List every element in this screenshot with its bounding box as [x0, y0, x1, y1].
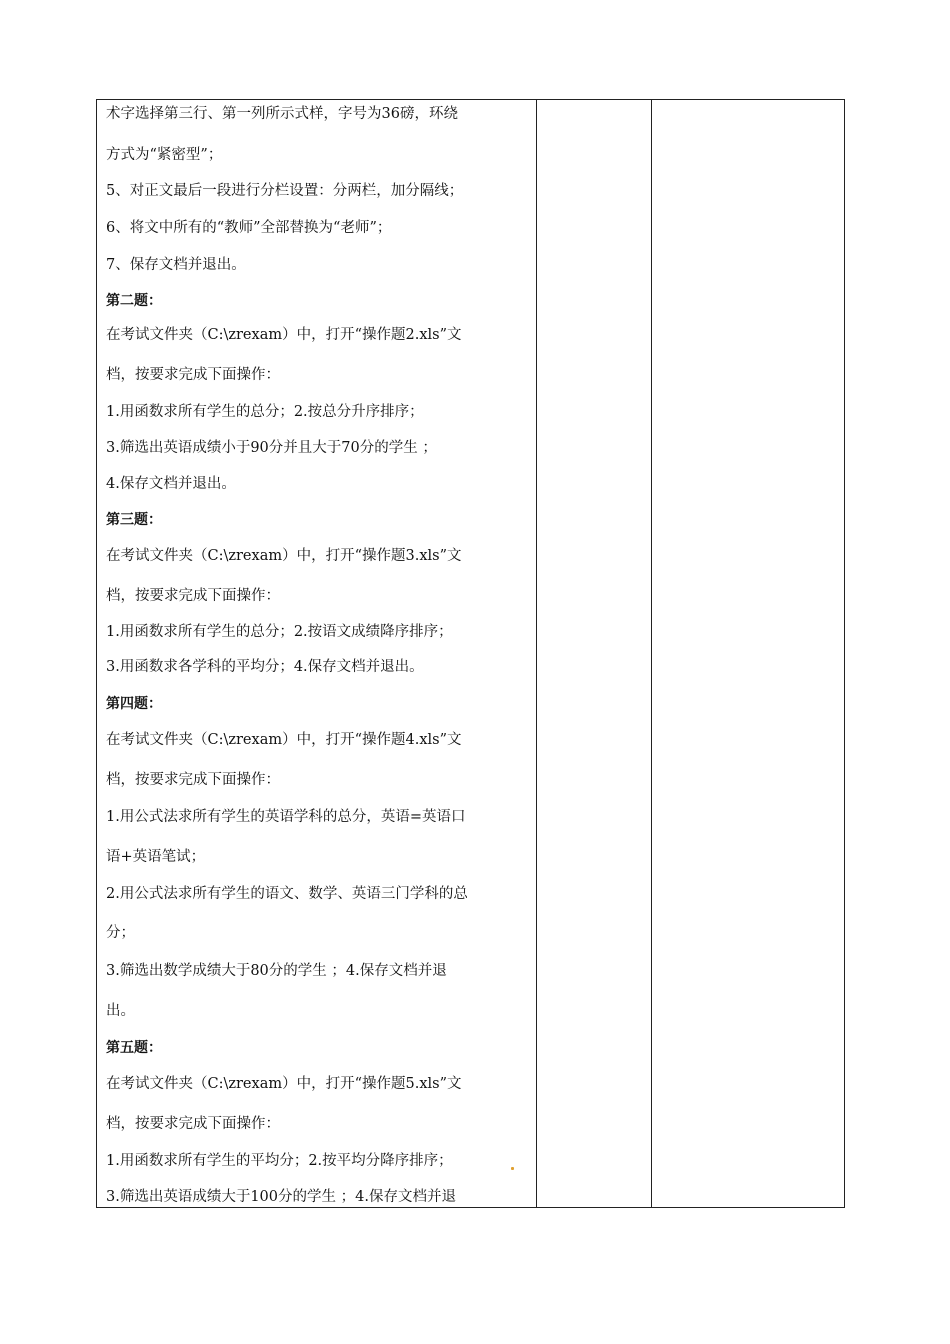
text-line: 语+英语笔试；: [106, 849, 206, 865]
text-line: 方式为“紧密型”；: [106, 147, 223, 163]
text-line: 7、保存文档并退出。: [106, 257, 246, 273]
artifact-dot: [511, 1167, 514, 1170]
text-line: 4.保存文档并退出。: [106, 476, 236, 492]
section-heading: 第三题：: [106, 512, 162, 528]
section-heading: 第四题：: [106, 696, 162, 712]
text-line: 3.筛选出英语成绩大于100分的学生 ；4.保存文档并退: [106, 1189, 456, 1205]
text-line: 2.用公式法求所有学生的语文、数学、英语三门学科的总: [106, 886, 468, 902]
text-line: 术字选择第三行、第一列所示式样，字号为36磅，环绕: [106, 106, 458, 122]
text-line: 6、将文中所有的“教师”全部替换为“老师”；: [106, 220, 392, 236]
text-line: 在考试文件夹（C:\zrexam）中，打开“操作题2.xls”文: [106, 327, 462, 343]
right-cell-2: [652, 100, 844, 1207]
text-line: 3.用函数求各学科的平均分；4.保存文档并退出。: [106, 659, 424, 675]
text-line: 1.用公式法求所有学生的英语学科的总分，英语=英语口: [106, 809, 466, 825]
right-cell-1: [537, 100, 651, 1207]
text-line: 出。: [106, 1003, 135, 1019]
text-line: 在考试文件夹（C:\zrexam）中，打开“操作题5.xls”文: [106, 1076, 462, 1092]
text-line: 档，按要求完成下面操作：: [106, 367, 280, 383]
text-line: 在考试文件夹（C:\zrexam）中，打开“操作题3.xls”文: [106, 548, 462, 564]
text-line: 3.筛选出数学成绩大于80分的学生 ；4.保存文档并退: [106, 963, 447, 979]
text-line: 1.用函数求所有学生的平均分；2.按平均分降序排序；: [106, 1153, 453, 1169]
section-heading: 第五题：: [106, 1040, 162, 1056]
text-line: 5、对正文最后一段进行分栏设置：分两栏，加分隔线；: [106, 183, 464, 199]
text-line: 1.用函数求所有学生的总分；2.按总分升序排序；: [106, 404, 424, 420]
document-table: [96, 99, 845, 1208]
text-line: 档，按要求完成下面操作：: [106, 1116, 280, 1132]
text-line: 1.用函数求所有学生的总分；2.按语文成绩降序排序；: [106, 624, 453, 640]
text-line: 档，按要求完成下面操作：: [106, 588, 280, 604]
text-line: 在考试文件夹（C:\zrexam）中，打开“操作题4.xls”文: [106, 732, 462, 748]
section-heading: 第二题：: [106, 293, 162, 309]
text-line: 档，按要求完成下面操作：: [106, 772, 280, 788]
text-line: 分；: [106, 925, 135, 941]
text-line: 3.筛选出英语成绩小于90分并且大于70分的学生 ；: [106, 440, 437, 456]
